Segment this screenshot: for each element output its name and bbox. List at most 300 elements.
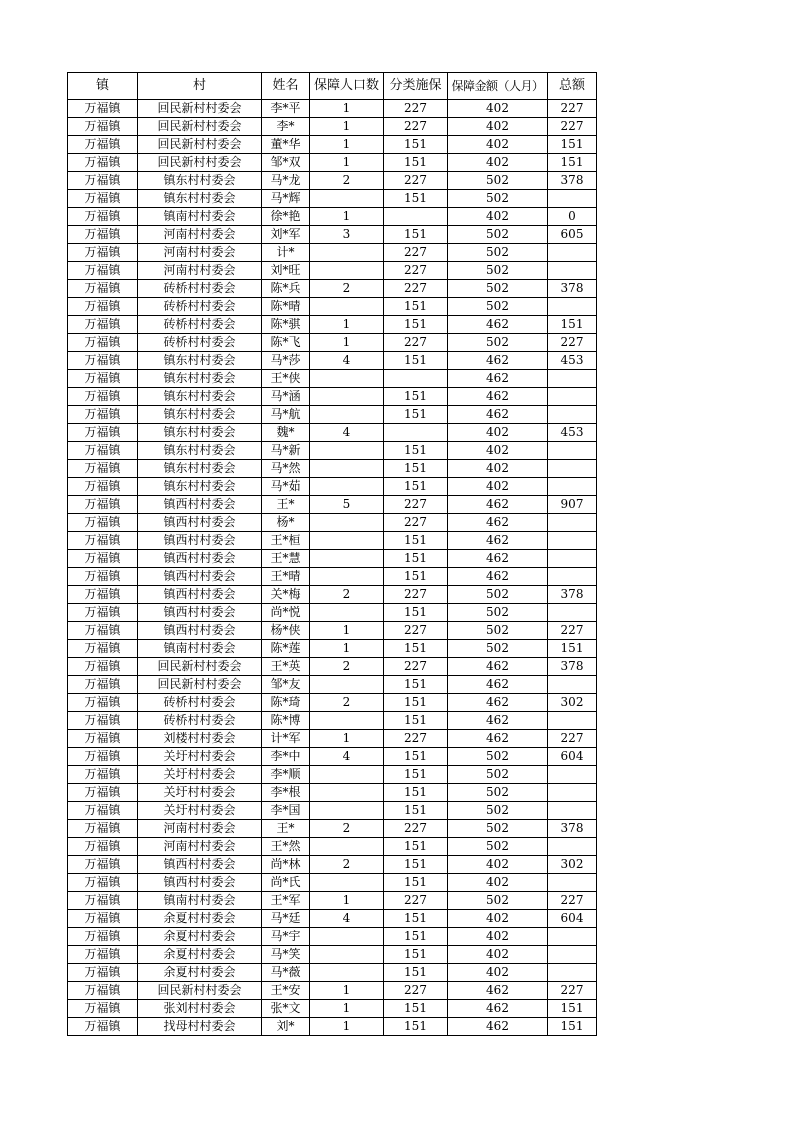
cell-category: 151 bbox=[384, 190, 448, 208]
cell-village: 镇西村村委会 bbox=[138, 622, 262, 640]
cell-village: 关圩村村委会 bbox=[138, 784, 262, 802]
cell-total bbox=[548, 460, 597, 478]
cell-population bbox=[310, 604, 384, 622]
cell-town: 万福镇 bbox=[68, 154, 138, 172]
cell-amount: 502 bbox=[448, 334, 548, 352]
table-row bbox=[68, 658, 597, 676]
table-row bbox=[68, 532, 597, 550]
cell-town: 万福镇 bbox=[68, 496, 138, 514]
cell-village: 镇东村村委会 bbox=[138, 460, 262, 478]
cell-amount: 402 bbox=[448, 460, 548, 478]
cell-village: 余夏村村委会 bbox=[138, 946, 262, 964]
cell-town: 万福镇 bbox=[68, 694, 138, 712]
cell-category: 151 bbox=[384, 388, 448, 406]
cell-amount: 462 bbox=[448, 1000, 548, 1018]
cell-name: 马*薇 bbox=[262, 964, 310, 982]
cell-total: 453 bbox=[548, 352, 597, 370]
table-row bbox=[68, 370, 597, 388]
cell-amount: 402 bbox=[448, 442, 548, 460]
cell-total: 151 bbox=[548, 1018, 597, 1036]
cell-name: 杨*侠 bbox=[262, 622, 310, 640]
cell-total bbox=[548, 802, 597, 820]
cell-name: 刘*军 bbox=[262, 226, 310, 244]
cell-total bbox=[548, 190, 597, 208]
cell-amount: 402 bbox=[448, 208, 548, 226]
cell-village: 镇南村村委会 bbox=[138, 892, 262, 910]
cell-village: 镇西村村委会 bbox=[138, 568, 262, 586]
cell-name: 马*然 bbox=[262, 460, 310, 478]
cell-amount: 462 bbox=[448, 496, 548, 514]
cell-amount: 502 bbox=[448, 802, 548, 820]
cell-category: 151 bbox=[384, 838, 448, 856]
table-row bbox=[68, 928, 597, 946]
cell-village: 关圩村村委会 bbox=[138, 748, 262, 766]
cell-total: 227 bbox=[548, 892, 597, 910]
cell-population bbox=[310, 676, 384, 694]
cell-total bbox=[548, 406, 597, 424]
cell-category: 151 bbox=[384, 298, 448, 316]
cell-category: 227 bbox=[384, 496, 448, 514]
cell-category: 227 bbox=[384, 730, 448, 748]
cell-village: 找母村村委会 bbox=[138, 1018, 262, 1036]
cell-name: 陈*琦 bbox=[262, 694, 310, 712]
cell-village: 砖桥村村委会 bbox=[138, 712, 262, 730]
table-row bbox=[68, 1018, 597, 1036]
cell-amount: 402 bbox=[448, 910, 548, 928]
cell-category: 151 bbox=[384, 874, 448, 892]
cell-village: 镇南村村委会 bbox=[138, 640, 262, 658]
table-row bbox=[68, 316, 597, 334]
cell-category: 151 bbox=[384, 532, 448, 550]
cell-village: 余夏村村委会 bbox=[138, 964, 262, 982]
cell-category: 151 bbox=[384, 154, 448, 172]
table-row bbox=[68, 280, 597, 298]
cell-category: 227 bbox=[384, 334, 448, 352]
cell-amount: 402 bbox=[448, 874, 548, 892]
cell-village: 回民新村村委会 bbox=[138, 154, 262, 172]
cell-category: 227 bbox=[384, 892, 448, 910]
cell-amount: 402 bbox=[448, 478, 548, 496]
table-row bbox=[68, 298, 597, 316]
cell-name: 邹*友 bbox=[262, 676, 310, 694]
cell-total bbox=[548, 784, 597, 802]
cell-population: 1 bbox=[310, 208, 384, 226]
cell-name: 魏* bbox=[262, 424, 310, 442]
cell-total: 151 bbox=[548, 136, 597, 154]
table-row bbox=[68, 604, 597, 622]
cell-total bbox=[548, 478, 597, 496]
cell-village: 回民新村村委会 bbox=[138, 100, 262, 118]
cell-village: 砖桥村村委会 bbox=[138, 298, 262, 316]
cell-total: 151 bbox=[548, 1000, 597, 1018]
cell-amount: 462 bbox=[448, 568, 548, 586]
table-row bbox=[68, 406, 597, 424]
cell-population: 4 bbox=[310, 910, 384, 928]
cell-amount: 462 bbox=[448, 676, 548, 694]
cell-village: 回民新村村委会 bbox=[138, 982, 262, 1000]
cell-population: 1 bbox=[310, 136, 384, 154]
cell-name: 李*国 bbox=[262, 802, 310, 820]
cell-total bbox=[548, 244, 597, 262]
cell-amount: 502 bbox=[448, 748, 548, 766]
cell-town: 万福镇 bbox=[68, 118, 138, 136]
cell-category: 227 bbox=[384, 100, 448, 118]
cell-population bbox=[310, 460, 384, 478]
cell-name: 马*茹 bbox=[262, 478, 310, 496]
cell-town: 万福镇 bbox=[68, 568, 138, 586]
table-row bbox=[68, 622, 597, 640]
cell-town: 万福镇 bbox=[68, 514, 138, 532]
table-row bbox=[68, 982, 597, 1000]
cell-amount: 462 bbox=[448, 388, 548, 406]
cell-name: 邹*双 bbox=[262, 154, 310, 172]
cell-amount: 462 bbox=[448, 712, 548, 730]
cell-population bbox=[310, 370, 384, 388]
cell-total: 378 bbox=[548, 586, 597, 604]
cell-category: 151 bbox=[384, 910, 448, 928]
table-row bbox=[68, 100, 597, 118]
cell-town: 万福镇 bbox=[68, 964, 138, 982]
cell-population: 2 bbox=[310, 856, 384, 874]
cell-total: 227 bbox=[548, 100, 597, 118]
table-row bbox=[68, 478, 597, 496]
cell-town: 万福镇 bbox=[68, 586, 138, 604]
cell-category: 151 bbox=[384, 1000, 448, 1018]
cell-total: 227 bbox=[548, 334, 597, 352]
header-town: 镇 bbox=[68, 73, 138, 100]
cell-population: 4 bbox=[310, 352, 384, 370]
cell-name: 陈*博 bbox=[262, 712, 310, 730]
cell-village: 回民新村村委会 bbox=[138, 658, 262, 676]
cell-amount: 402 bbox=[448, 946, 548, 964]
cell-total bbox=[548, 838, 597, 856]
cell-town: 万福镇 bbox=[68, 316, 138, 334]
cell-population bbox=[310, 838, 384, 856]
cell-total: 378 bbox=[548, 280, 597, 298]
cell-total bbox=[548, 442, 597, 460]
table-row bbox=[68, 568, 597, 586]
cell-total bbox=[548, 766, 597, 784]
cell-population bbox=[310, 532, 384, 550]
cell-category: 151 bbox=[384, 802, 448, 820]
table-row bbox=[68, 694, 597, 712]
cell-total bbox=[548, 370, 597, 388]
cell-category: 227 bbox=[384, 118, 448, 136]
cell-total bbox=[548, 604, 597, 622]
cell-village: 镇东村村委会 bbox=[138, 442, 262, 460]
cell-town: 万福镇 bbox=[68, 478, 138, 496]
cell-population: 1 bbox=[310, 334, 384, 352]
cell-town: 万福镇 bbox=[68, 1000, 138, 1018]
cell-name: 计* bbox=[262, 244, 310, 262]
cell-category: 151 bbox=[384, 136, 448, 154]
cell-name: 徐*艳 bbox=[262, 208, 310, 226]
table-row bbox=[68, 910, 597, 928]
cell-town: 万福镇 bbox=[68, 280, 138, 298]
cell-town: 万福镇 bbox=[68, 550, 138, 568]
cell-amount: 402 bbox=[448, 856, 548, 874]
cell-population: 1 bbox=[310, 316, 384, 334]
cell-population bbox=[310, 298, 384, 316]
cell-population: 3 bbox=[310, 226, 384, 244]
cell-total bbox=[548, 928, 597, 946]
cell-amount: 502 bbox=[448, 298, 548, 316]
cell-total bbox=[548, 298, 597, 316]
cell-town: 万福镇 bbox=[68, 982, 138, 1000]
cell-category: 151 bbox=[384, 748, 448, 766]
cell-town: 万福镇 bbox=[68, 892, 138, 910]
cell-town: 万福镇 bbox=[68, 370, 138, 388]
cell-name: 王*晴 bbox=[262, 568, 310, 586]
cell-name: 刘* bbox=[262, 1018, 310, 1036]
table-row bbox=[68, 154, 597, 172]
cell-amount: 462 bbox=[448, 406, 548, 424]
cell-category bbox=[384, 424, 448, 442]
cell-name: 马*涵 bbox=[262, 388, 310, 406]
table-row bbox=[68, 460, 597, 478]
table-row bbox=[68, 190, 597, 208]
cell-population bbox=[310, 928, 384, 946]
cell-town: 万福镇 bbox=[68, 226, 138, 244]
cell-village: 镇东村村委会 bbox=[138, 406, 262, 424]
cell-town: 万福镇 bbox=[68, 244, 138, 262]
cell-population: 1 bbox=[310, 640, 384, 658]
cell-total: 151 bbox=[548, 316, 597, 334]
cell-category: 151 bbox=[384, 406, 448, 424]
table-row bbox=[68, 856, 597, 874]
cell-name: 李*根 bbox=[262, 784, 310, 802]
table-row bbox=[68, 550, 597, 568]
cell-population: 4 bbox=[310, 748, 384, 766]
cell-name: 李*平 bbox=[262, 100, 310, 118]
cell-town: 万福镇 bbox=[68, 802, 138, 820]
table-row bbox=[68, 640, 597, 658]
cell-name: 尚*悦 bbox=[262, 604, 310, 622]
cell-name: 马*莎 bbox=[262, 352, 310, 370]
cell-name: 陈*兵 bbox=[262, 280, 310, 298]
cell-population bbox=[310, 802, 384, 820]
cell-name: 王*英 bbox=[262, 658, 310, 676]
table-row bbox=[68, 1000, 597, 1018]
cell-total: 453 bbox=[548, 424, 597, 442]
cell-amount: 502 bbox=[448, 838, 548, 856]
cell-population: 1 bbox=[310, 100, 384, 118]
cell-town: 万福镇 bbox=[68, 784, 138, 802]
cell-town: 万福镇 bbox=[68, 640, 138, 658]
cell-village: 镇西村村委会 bbox=[138, 514, 262, 532]
cell-total: 227 bbox=[548, 982, 597, 1000]
cell-name: 马*航 bbox=[262, 406, 310, 424]
cell-total: 227 bbox=[548, 622, 597, 640]
table-row bbox=[68, 172, 597, 190]
cell-category: 227 bbox=[384, 982, 448, 1000]
cell-total: 0 bbox=[548, 208, 597, 226]
cell-population: 1 bbox=[310, 118, 384, 136]
cell-name: 马*新 bbox=[262, 442, 310, 460]
header-row bbox=[68, 73, 597, 100]
cell-town: 万福镇 bbox=[68, 190, 138, 208]
cell-name: 陈*莲 bbox=[262, 640, 310, 658]
cell-category: 151 bbox=[384, 712, 448, 730]
table-row bbox=[68, 442, 597, 460]
cell-name: 王*桓 bbox=[262, 532, 310, 550]
cell-amount: 502 bbox=[448, 640, 548, 658]
cell-town: 万福镇 bbox=[68, 946, 138, 964]
cell-town: 万福镇 bbox=[68, 136, 138, 154]
cell-name: 马*廷 bbox=[262, 910, 310, 928]
cell-town: 万福镇 bbox=[68, 442, 138, 460]
cell-town: 万福镇 bbox=[68, 1018, 138, 1036]
cell-population bbox=[310, 964, 384, 982]
cell-village: 镇西村村委会 bbox=[138, 532, 262, 550]
cell-total: 378 bbox=[548, 658, 597, 676]
cell-town: 万福镇 bbox=[68, 352, 138, 370]
cell-village: 河南村村委会 bbox=[138, 820, 262, 838]
table-row bbox=[68, 496, 597, 514]
cell-name: 尚*林 bbox=[262, 856, 310, 874]
cell-village: 回民新村村委会 bbox=[138, 676, 262, 694]
cell-name: 陈*骐 bbox=[262, 316, 310, 334]
cell-village: 砖桥村村委会 bbox=[138, 694, 262, 712]
cell-town: 万福镇 bbox=[68, 676, 138, 694]
relief-roster-table bbox=[67, 72, 597, 1036]
cell-amount: 502 bbox=[448, 226, 548, 244]
cell-population bbox=[310, 244, 384, 262]
cell-amount: 402 bbox=[448, 154, 548, 172]
cell-village: 关圩村村委会 bbox=[138, 766, 262, 784]
cell-category: 227 bbox=[384, 820, 448, 838]
cell-category: 227 bbox=[384, 280, 448, 298]
cell-total: 604 bbox=[548, 748, 597, 766]
header-population: 保障人口数 bbox=[310, 73, 384, 100]
cell-town: 万福镇 bbox=[68, 910, 138, 928]
cell-name: 杨* bbox=[262, 514, 310, 532]
cell-population bbox=[310, 712, 384, 730]
cell-total bbox=[548, 514, 597, 532]
cell-village: 关圩村村委会 bbox=[138, 802, 262, 820]
cell-population: 2 bbox=[310, 820, 384, 838]
cell-amount: 462 bbox=[448, 694, 548, 712]
table-row bbox=[68, 874, 597, 892]
cell-population bbox=[310, 946, 384, 964]
cell-population: 1 bbox=[310, 1000, 384, 1018]
cell-name: 关*梅 bbox=[262, 586, 310, 604]
cell-category: 227 bbox=[384, 262, 448, 280]
cell-town: 万福镇 bbox=[68, 730, 138, 748]
cell-population bbox=[310, 478, 384, 496]
cell-population bbox=[310, 568, 384, 586]
cell-amount: 462 bbox=[448, 370, 548, 388]
cell-category: 151 bbox=[384, 478, 448, 496]
cell-name: 陈*晴 bbox=[262, 298, 310, 316]
cell-population bbox=[310, 874, 384, 892]
cell-category: 227 bbox=[384, 622, 448, 640]
cell-category: 151 bbox=[384, 928, 448, 946]
cell-village: 镇西村村委会 bbox=[138, 586, 262, 604]
cell-total bbox=[548, 712, 597, 730]
header-total: 总额 bbox=[548, 73, 597, 100]
cell-population: 1 bbox=[310, 730, 384, 748]
cell-category: 151 bbox=[384, 442, 448, 460]
cell-population bbox=[310, 514, 384, 532]
cell-village: 余夏村村委会 bbox=[138, 928, 262, 946]
table-row bbox=[68, 892, 597, 910]
table-row bbox=[68, 784, 597, 802]
cell-amount: 502 bbox=[448, 622, 548, 640]
cell-name: 董*华 bbox=[262, 136, 310, 154]
cell-category: 227 bbox=[384, 658, 448, 676]
cell-category: 151 bbox=[384, 856, 448, 874]
table-row bbox=[68, 712, 597, 730]
cell-town: 万福镇 bbox=[68, 388, 138, 406]
cell-village: 镇东村村委会 bbox=[138, 424, 262, 442]
cell-town: 万福镇 bbox=[68, 928, 138, 946]
header-village: 村 bbox=[138, 73, 262, 100]
table-row bbox=[68, 946, 597, 964]
table-row bbox=[68, 766, 597, 784]
cell-category: 227 bbox=[384, 586, 448, 604]
header-name: 姓名 bbox=[262, 73, 310, 100]
cell-population bbox=[310, 406, 384, 424]
cell-village: 河南村村委会 bbox=[138, 226, 262, 244]
cell-town: 万福镇 bbox=[68, 874, 138, 892]
cell-town: 万福镇 bbox=[68, 748, 138, 766]
table-row bbox=[68, 262, 597, 280]
cell-category bbox=[384, 370, 448, 388]
cell-name: 李* bbox=[262, 118, 310, 136]
table-row bbox=[68, 244, 597, 262]
table-row bbox=[68, 118, 597, 136]
table-row bbox=[68, 514, 597, 532]
cell-amount: 502 bbox=[448, 190, 548, 208]
cell-village: 砖桥村村委会 bbox=[138, 316, 262, 334]
cell-town: 万福镇 bbox=[68, 532, 138, 550]
cell-population: 5 bbox=[310, 496, 384, 514]
cell-village: 张刘村村委会 bbox=[138, 1000, 262, 1018]
cell-amount: 502 bbox=[448, 172, 548, 190]
cell-population: 1 bbox=[310, 154, 384, 172]
cell-village: 镇东村村委会 bbox=[138, 172, 262, 190]
cell-amount: 402 bbox=[448, 136, 548, 154]
cell-amount: 462 bbox=[448, 352, 548, 370]
cell-category bbox=[384, 208, 448, 226]
table-row bbox=[68, 352, 597, 370]
cell-category: 227 bbox=[384, 172, 448, 190]
cell-name: 王* bbox=[262, 820, 310, 838]
cell-town: 万福镇 bbox=[68, 208, 138, 226]
cell-total bbox=[548, 946, 597, 964]
cell-population bbox=[310, 262, 384, 280]
cell-population bbox=[310, 550, 384, 568]
cell-name: 王*然 bbox=[262, 838, 310, 856]
table-row bbox=[68, 208, 597, 226]
cell-name: 马*龙 bbox=[262, 172, 310, 190]
table-row bbox=[68, 226, 597, 244]
cell-amount: 502 bbox=[448, 262, 548, 280]
cell-total bbox=[548, 388, 597, 406]
cell-category: 227 bbox=[384, 244, 448, 262]
cell-total: 227 bbox=[548, 118, 597, 136]
cell-total: 605 bbox=[548, 226, 597, 244]
table-row bbox=[68, 730, 597, 748]
cell-category: 151 bbox=[384, 694, 448, 712]
cell-category: 151 bbox=[384, 316, 448, 334]
cell-amount: 502 bbox=[448, 820, 548, 838]
cell-amount: 462 bbox=[448, 532, 548, 550]
cell-total bbox=[548, 964, 597, 982]
cell-town: 万福镇 bbox=[68, 856, 138, 874]
cell-total: 907 bbox=[548, 496, 597, 514]
